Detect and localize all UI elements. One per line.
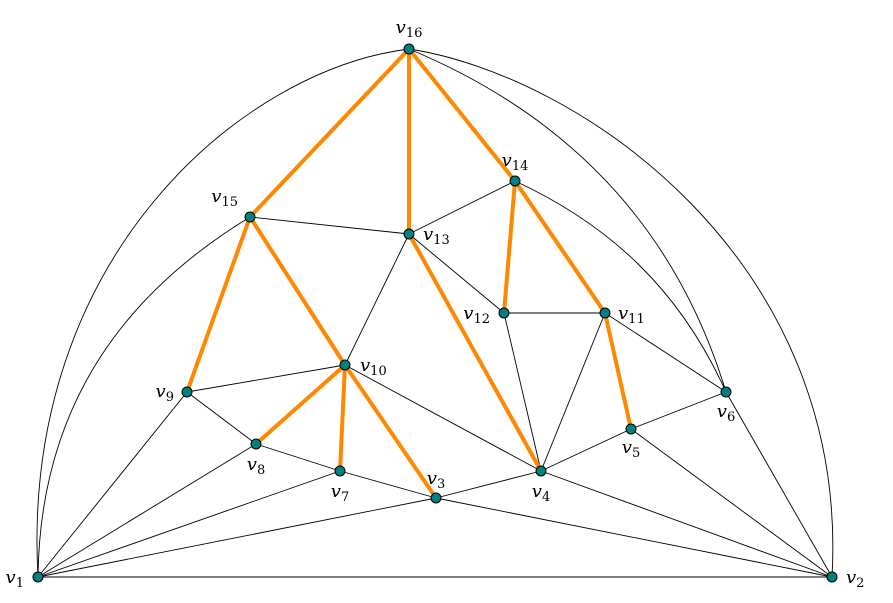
highlighted-edge-v15-v10 (250, 217, 345, 365)
highlighted-edge-v10-v3 (345, 365, 436, 498)
vertex-label-v15: $v_{15}$ (211, 186, 238, 210)
vertex-v12 (499, 308, 509, 318)
edge-v4-v12 (504, 313, 541, 471)
edge-v1-v15 (38, 217, 250, 577)
vertex-v6 (721, 387, 731, 397)
vertices-layer (33, 44, 837, 582)
vertex-v9 (182, 387, 192, 397)
vertex-v8 (251, 439, 261, 449)
highlighted-edge-v11-v5 (605, 313, 631, 429)
vertex-label-v11: $v_{11}$ (618, 303, 645, 327)
highlighted-edge-v16-v15 (250, 49, 409, 217)
edge-v10-v13 (345, 234, 409, 365)
vertex-label-v13: $v_{13}$ (423, 224, 450, 248)
edge-v5-v6 (631, 392, 726, 429)
edge-v12-v13 (409, 234, 504, 313)
edge-v4-v11 (541, 313, 605, 471)
edge-v13-v15 (250, 217, 409, 234)
highlighted-edge-v16-v14 (409, 49, 515, 181)
edge-v4-v5 (541, 429, 631, 471)
vertex-v13 (404, 229, 414, 239)
labels-layer (6, 17, 865, 591)
vertex-v14 (510, 176, 520, 186)
edge-v6-v14 (515, 181, 726, 392)
edge-v1-v9 (38, 392, 187, 577)
vertex-v4 (536, 466, 546, 476)
highlighted-edge-v10-v7 (340, 365, 345, 471)
highlighted-edge-v15-v9 (187, 217, 250, 392)
vertex-label-v14: $v_{14}$ (501, 150, 529, 174)
vertex-label-v6: $v_6$ (716, 401, 736, 425)
vertex-label-v10: $v_{10}$ (360, 355, 387, 379)
highlighted-edge-v10-v8 (256, 365, 345, 444)
vertex-label-v2: $v_2$ (846, 567, 865, 591)
edge-v2-v3 (436, 498, 832, 577)
vertex-v16 (404, 44, 414, 54)
vertex-v7 (335, 466, 345, 476)
vertex-label-v16: $v_{16}$ (395, 17, 423, 41)
edge-v6-v11 (605, 313, 726, 392)
highlighted-edge-v14-v12 (504, 181, 515, 313)
vertex-v2 (827, 572, 837, 582)
vertex-label-v12: $v_{12}$ (463, 303, 490, 327)
edge-v8-v9 (187, 392, 256, 444)
highlighted-path-layer (187, 49, 631, 498)
vertex-label-v5: $v_5$ (621, 437, 641, 461)
edge-v2-v5 (631, 429, 832, 577)
edge-v3-v4 (436, 471, 541, 498)
vertex-label-v9: $v_9$ (155, 381, 174, 405)
vertex-label-v8: $v_8$ (246, 454, 266, 478)
vertex-label-v1: $v_1$ (5, 567, 24, 591)
vertex-v5 (626, 424, 636, 434)
edge-v1-v7 (38, 471, 340, 577)
vertex-v10 (340, 360, 350, 370)
edge-v6-v16 (409, 49, 726, 392)
vertex-v3 (431, 493, 441, 503)
edge-v7-v8 (256, 444, 340, 471)
edge-v1-v16 (37, 49, 409, 577)
vertex-v15 (245, 212, 255, 222)
edge-v2-v4 (541, 471, 832, 577)
edge-v1-v8 (38, 444, 256, 577)
vertex-label-v3: $v_3$ (426, 468, 446, 492)
highlighted-edge-v14-v11 (515, 181, 605, 313)
vertex-v1 (33, 572, 43, 582)
vertex-label-v4: $v_4$ (531, 481, 551, 505)
vertex-v11 (600, 308, 610, 318)
edge-v1-v3 (38, 498, 436, 577)
vertex-label-v7: $v_7$ (330, 481, 350, 505)
